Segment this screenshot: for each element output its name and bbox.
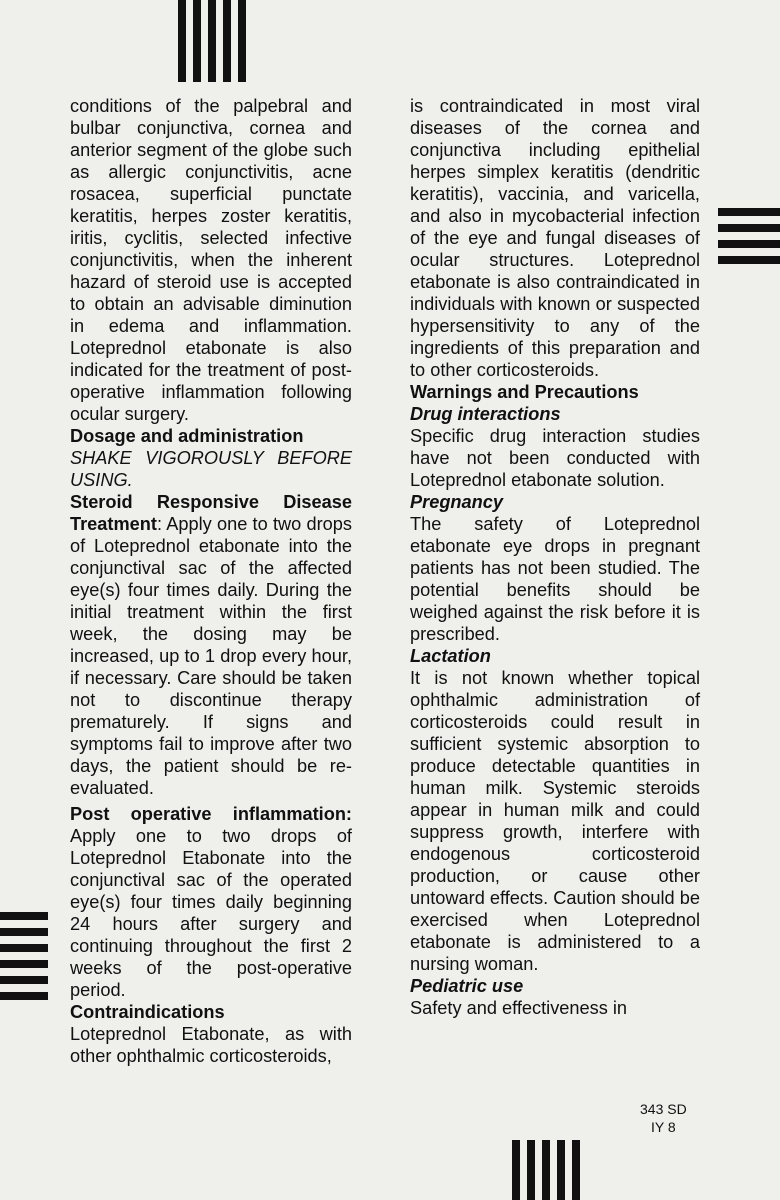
contraindications-text-start: Loteprednol Etabonate, as with other ophthalmic corticosteroids, — [70, 1024, 352, 1066]
dosage-heading: Dosage and administration — [70, 426, 304, 446]
batch-code-2: IY 8 — [651, 1119, 676, 1135]
lactation-text: It is not known whether topical ophthalmic administration of corticosteroids could result in sufficient systemic absorption to produce detectable quantities in human milk. Systemic steroids appear in human milk and could suppress growth, interfere with endogenous corticosteroid production, or cause other untoward effects. Caution should be exercised when Loteprednol etabonate is administered to a nursing woman. — [410, 668, 700, 974]
batch-code: 343 SD — [640, 1101, 687, 1117]
lactation-heading: Lactation — [410, 646, 491, 666]
pediatric-heading: Pediatric use — [410, 976, 524, 996]
drug-interactions-heading: Drug interactions — [410, 404, 561, 424]
contraindications-text-cont: is contraindicated in most viral diseases of the cornea and conjunctiva including epithelial herpes simplex keratitis (dendritic keratitis), vaccinia, and varicella, and also in mycobacterial infection of the eye and fungal diseases of ocular structures. Loteprednol etabonate is also contraindicated in individuals with known or suspected hypersensitivity to any of the ingredients of this preparation and to other corticosteroids. — [410, 96, 700, 380]
warnings-heading: Warnings and Precautions — [410, 382, 639, 402]
registration-bars-bottom — [512, 1140, 580, 1200]
shake-note: SHAKE VIGOROUSLY BEFORE USING. — [70, 448, 352, 490]
pregnancy-text: The safety of Loteprednol etabonate eye drops in pregnant patients has not been studied. The potential benefits should be weighed against the risk before it is prescribed. — [410, 514, 700, 644]
registration-bars-top — [178, 0, 246, 82]
right-column — [410, 95, 700, 1019]
steroid-treatment-label: Steroid Responsive Disease Treatment — [70, 492, 352, 534]
postop-label: Post operative inflammation: — [70, 804, 352, 824]
indications-text: conditions of the palpebral and bulbar conjunctiva, cornea and anterior segment of the globe such as allergic conjunctivitis, acne rosacea, superficial punctate keratitis, herpes zoster keratitis, iritis, cyclitis, selected infective conjunctivitis, when the inherent hazard of steroid use is accepted to obtain an advisable diminution in edema and inflammation. Loteprednol etabonate is also indicated for the treatment of post-operative inflammation following ocular surgery. — [70, 96, 352, 424]
pregnancy-heading: Pregnancy — [410, 492, 503, 512]
drug-interactions-text: Specific drug interaction studies have not been conducted with Loteprednol etabonate solution. — [410, 426, 700, 490]
registration-bars-left — [0, 912, 48, 1000]
left-column — [70, 95, 352, 1067]
pediatric-text: Safety and effectiveness in — [410, 998, 628, 1018]
postop-text: Apply one to two drops of Loteprednol Etabonate into the conjunctival sac of the operated eye(s) four times daily beginning 24 hours after surgery and continuing throughout the first 2 weeks of the post-operative period. — [70, 826, 352, 1000]
steroid-treatment-text: : Apply one to two drops of Loteprednol etabonate into the conjunctival sac of the affected eye(s) four times daily. During the initial treatment within the first week, the dosing may be increased, up to 1 drop every hour, if necessary. Care should be taken not to discontinue therapy prematurely. If signs and symptoms fail to improve after two days, the patient should be re-evaluated. — [70, 514, 352, 798]
registration-bars-right — [718, 208, 780, 264]
postop-paragraph — [70, 803, 352, 1001]
steroid-treatment-paragraph — [70, 491, 352, 799]
contraindications-heading: Contraindications — [70, 1002, 225, 1022]
